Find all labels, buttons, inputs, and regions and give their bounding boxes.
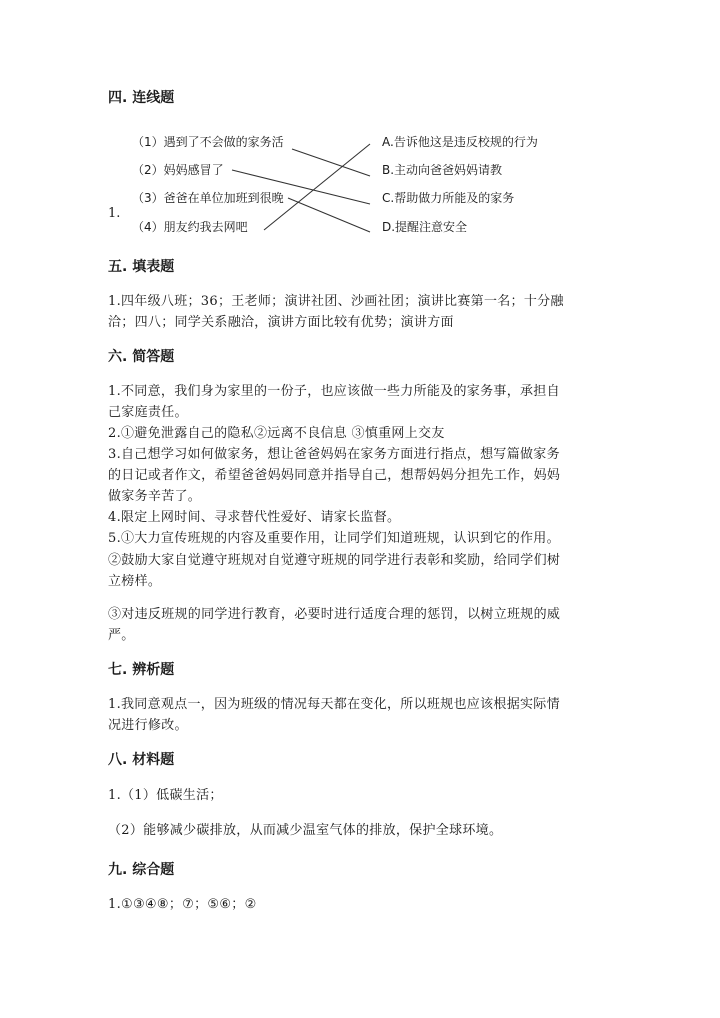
section-6-para-2 [108,550,608,592]
section-7-title: 七. 辨析题 [108,662,175,678]
section-5-title: 五. 填表题 [108,259,175,275]
matching-number: 1. [108,206,121,221]
line-4-a [264,144,370,230]
match-left-3: （3）爸爸在单位加班到很晚 [132,191,284,205]
section-8-title: 八. 材料题 [108,752,175,768]
section-6-title: 六. 简答题 [108,349,175,365]
section-7-line-2: 况进行修改。 [108,718,188,733]
match-right-a: A.告诉他这是违反校规的行为 [382,135,538,149]
section-6-answers [108,381,608,549]
match-right-c: C.帮助做力所能及的家务 [382,191,515,205]
section-4-title: 四. 连线题 [108,90,175,106]
match-left-2: （2）妈妈感冒了 [132,163,224,177]
section-6-para-3 [108,604,608,646]
line-2-c [232,170,370,204]
section-6-line-6: 做家务辛苦了。 [108,489,202,504]
section-8-line-2: （2）能够减少碳排放，从而减少温室气体的排放，保护全球环境。 [108,823,503,838]
section-6-line-4: 3.自己想学习如何做家务，想让爸爸妈妈在家务方面进行指点，想写篇做家务 [108,447,560,462]
section-6-line-1: 1.不同意，我们身为家里的一份子，也应该做一些力所能及的家务事，承担自 [108,384,560,399]
section-9-title: 九. 综合题 [108,862,175,878]
section-6-line-8: 5.①大力宣传班规的内容及重要作用，让同学们知道班规，认识到它的作用。 [108,531,560,546]
section-6-line-7: 4.限定上网时间、寻求替代性爱好、请家长监督。 [108,510,401,525]
match-left-1: （1）遇到了不会做的家务活 [132,135,284,149]
section-5-line-1: 1.四年级八班；36；王老师；演讲社团、沙画社团；演讲比赛第一名；十分融 [108,294,564,309]
section-8-line-1: 1.（1）低碳生活； [108,788,223,803]
section-6-para-3-line-2: 严。 [108,628,135,643]
section-7-line-1: 1.我同意观点一，因为班级的情况每天都在变化，所以班规也应该根据实际情 [108,697,560,712]
section-6-line-3: 2.①避免泄露自己的隐私②远离不良信息 ③慎重网上交友 [108,426,445,441]
section-6-para-2-line-1: ②鼓励大家自觉遵守班规对自觉遵守班规的同学进行表彰和奖励，给同学们树 [108,553,561,568]
section-5-line-2: 洽；四八；同学关系融洽，演讲方面比较有优势；演讲方面 [108,315,454,330]
match-right-b: B.主动向爸爸妈妈请教 [382,163,503,177]
section-6-para-3-line-1: ③对违反班规的同学进行教育，必要时进行适度合理的惩罚，以树立班规的威 [108,607,561,622]
section-6-line-2: 己家庭责任。 [108,405,188,420]
section-7-answer [108,694,608,736]
section-5-answer [108,291,608,333]
match-right-d: D.提醒注意安全 [382,220,468,234]
match-left-4: （4）朋友约我去网吧 [132,220,248,234]
section-6-para-2-line-2: 立榜样。 [108,574,162,589]
section-9-line-1: 1.①③④⑧；⑦；⑤⑥；② [108,897,257,912]
section-6-line-5: 的日记或者作文，希望爸爸妈妈同意并指导自己，想帮妈妈分担先工作，妈妈 [108,468,561,483]
matching-exercise [108,126,588,244]
line-3-d [288,198,370,232]
matching-lines [108,126,588,244]
